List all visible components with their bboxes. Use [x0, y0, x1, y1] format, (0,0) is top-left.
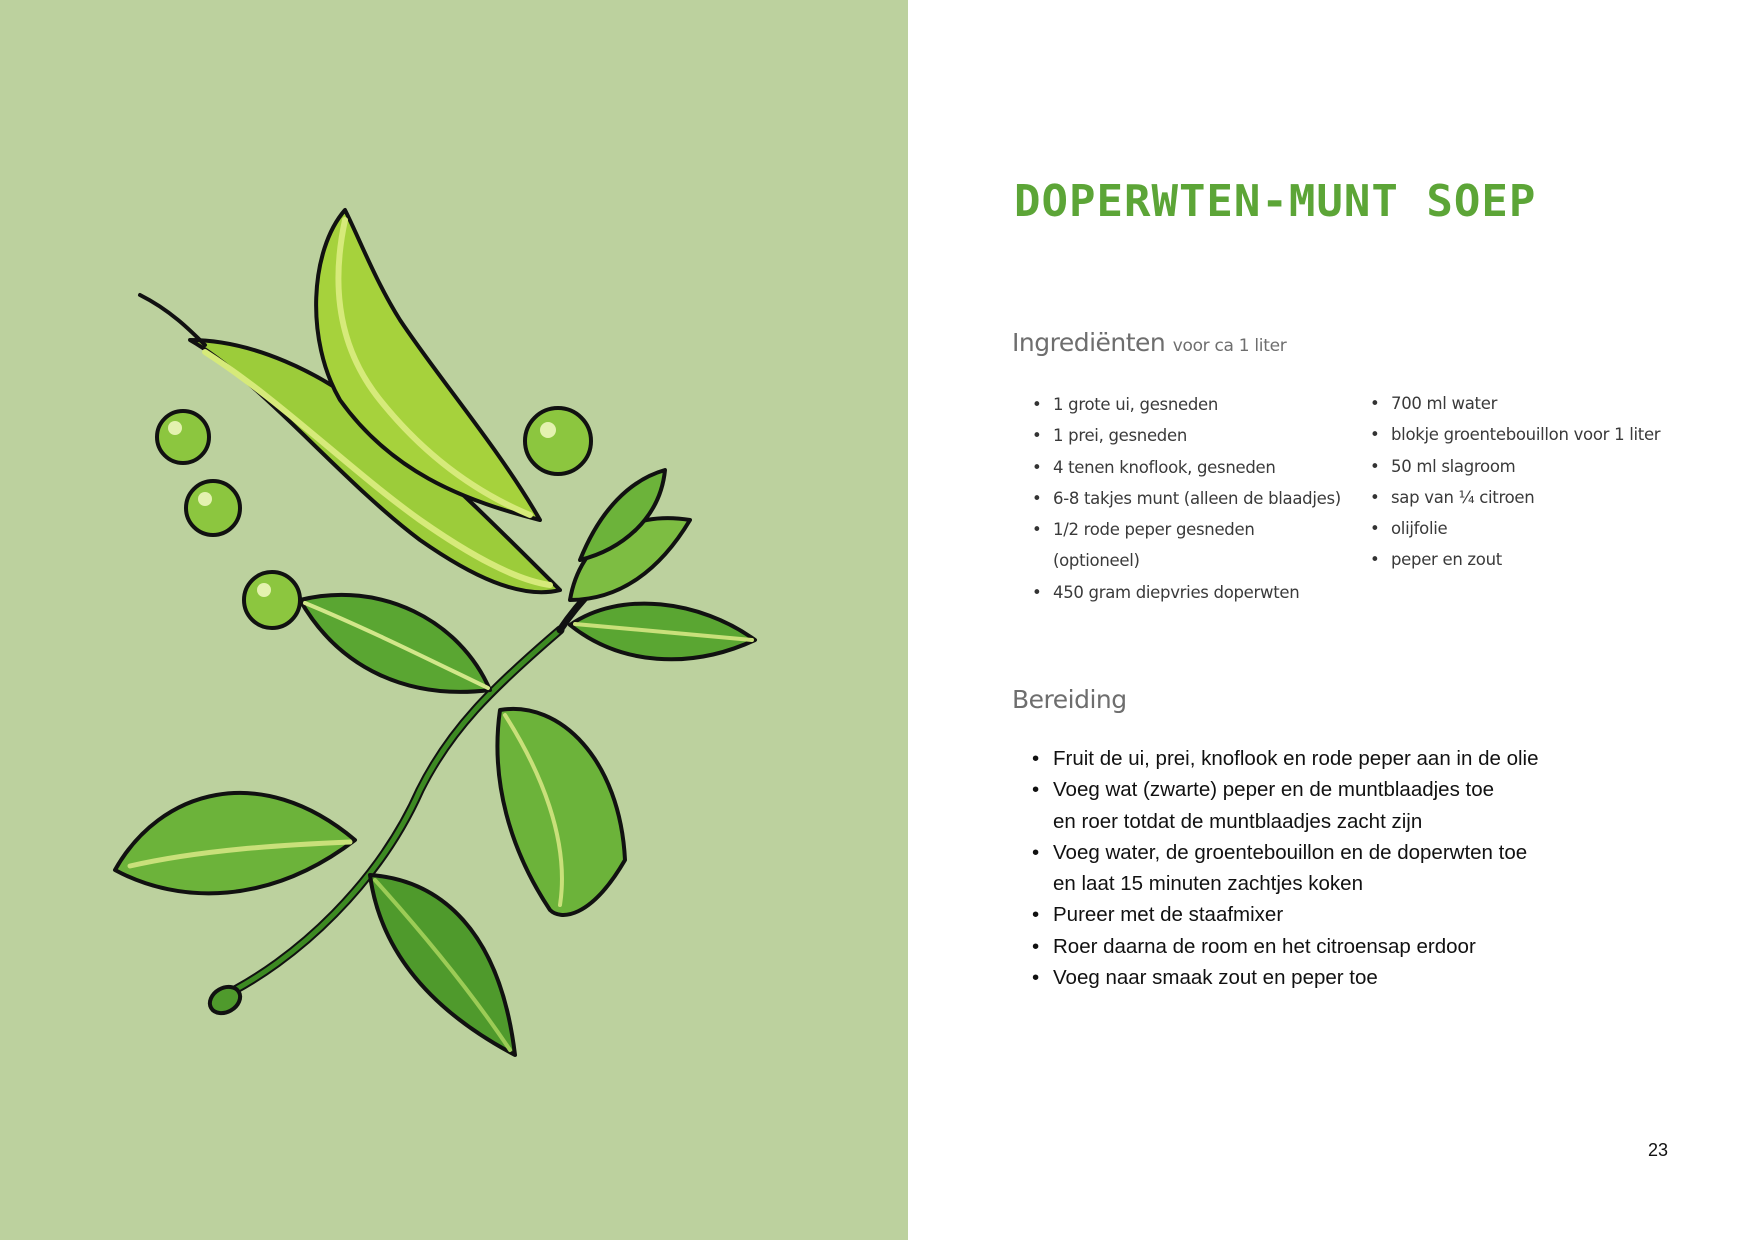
ingredient-item: • 1 prei, gesneden	[1032, 420, 1341, 451]
preparation-steps	[1032, 743, 1538, 993]
preparation-step: • Voeg wat (zwarte) peper en de muntblaadjes toe	[1032, 774, 1538, 805]
ingredient-item: • peper en zout	[1370, 544, 1660, 575]
page-number: 23	[1648, 1140, 1669, 1160]
ingredient-item: • 700 ml water	[1370, 388, 1660, 419]
ingredient-item: • 450 gram diepvries doperwten	[1032, 577, 1341, 608]
preparation-step-continuation: en laat 15 minuten zachtjes koken	[1053, 872, 1363, 896]
ingredient-item: (optioneel)	[1053, 551, 1140, 571]
ingredient-item: • 6-8 takjes munt (alleen de blaadjes)	[1032, 483, 1341, 514]
ingredient-item: • sap van ¼ citroen	[1370, 482, 1660, 513]
ingredients-list-left	[1032, 389, 1341, 608]
ingredients-heading-text: Ingrediënten	[1012, 328, 1166, 357]
preparation-step: • Pureer met de staafmixer	[1032, 899, 1538, 930]
ingredient-item: • 1 grote ui, gesneden	[1032, 389, 1341, 420]
ingredients-heading	[1012, 328, 1286, 357]
ingredient-item: • blokje groentebouillon voor 1 liter	[1370, 419, 1660, 450]
preparation-step: • Fruit de ui, prei, knoflook en rode peper aan in de olie	[1032, 743, 1538, 774]
ingredient-item: • 4 tenen knoflook, gesneden	[1032, 452, 1341, 483]
preparation-step-continuation: en roer totdat de muntblaadjes zacht zijn	[1053, 809, 1423, 833]
ingredient-item: • 1/2 rode peper gesneden	[1032, 514, 1341, 545]
recipe-title: DOPERWTEN-MUNT SOEP	[1014, 176, 1537, 227]
preparation-step: • Voeg naar smaak zout en peper toe	[1032, 962, 1538, 993]
ingredients-list-right	[1370, 388, 1660, 576]
preparation-heading: Bereiding	[1012, 685, 1127, 714]
ingredient-item: • 50 ml slagroom	[1370, 451, 1660, 482]
preparation-step: • Roer daarna de room en het citroensap erdoor	[1032, 931, 1538, 962]
ingredient-item: • olijfolie	[1370, 513, 1660, 544]
ingredients-subheading: voor ca 1 liter	[1172, 336, 1287, 356]
preparation-step: • Voeg water, de groentebouillon en de doperwten toe	[1032, 837, 1538, 868]
